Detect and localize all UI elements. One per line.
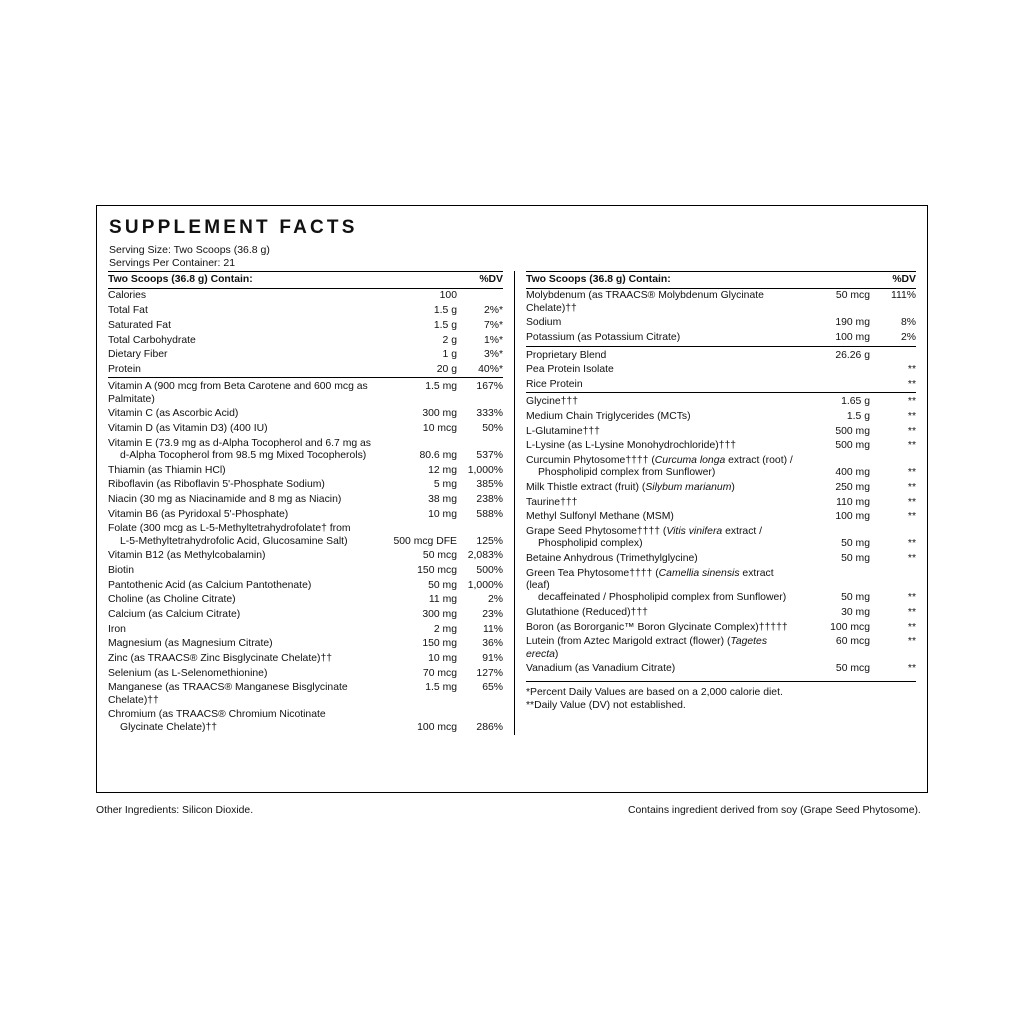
- nutrient-amount: 1 g: [442, 349, 457, 361]
- table-row: [108, 363, 503, 378]
- facts-column-left: [97, 271, 514, 735]
- nutrient-dv: 167%: [457, 378, 503, 407]
- table-row: [526, 316, 916, 331]
- nutrient-amount: 10 mg: [428, 508, 457, 520]
- nutrient-amount: 38 mg: [428, 493, 457, 505]
- nutrient-name: Taurine†††: [526, 496, 578, 508]
- nutrient-amount: 150 mcg: [417, 564, 457, 576]
- nutrient-name: Zinc (as TRAACS® Zinc Bisglycinate Chelate)††: [108, 652, 333, 664]
- table-header-row: [108, 272, 503, 289]
- nutrient-amount: 50 mg: [841, 592, 870, 604]
- nutrient-name: Riboflavin (as Riboflavin 5'-Phosphate Sodium): [108, 479, 325, 491]
- nutrient-dv: 36%: [482, 638, 503, 650]
- table-row: [526, 363, 916, 378]
- nutrient-name: Vitamin D (as Vitamin D3) (400 IU): [108, 422, 268, 434]
- nutrient-dv: 2,083%: [467, 550, 503, 562]
- nutrient-name: Vitamin B6 (as Pyridoxal 5'-Phosphate): [108, 508, 289, 520]
- supplement-facts-panel: [96, 205, 928, 793]
- nutrient-name: Milk Thistle extract (fruit) (Silybum marianum): [526, 482, 735, 494]
- nutrient-dv: **: [870, 393, 916, 410]
- nutrient-name: Grape Seed Phytosome†††† (Vitis vinifera extract / Phospholipid complex): [526, 526, 763, 550]
- nutrient-dv: **: [907, 411, 916, 423]
- nutrient-amount: 1.5 g: [846, 411, 870, 423]
- nutrient-name: Green Tea Phytosome†††† (Camellia sinensis extract (leaf) decaffeinated / Phospholipid complex from Sunflower): [526, 567, 787, 604]
- nutrient-name: Total Fat: [108, 305, 148, 317]
- nutrient-amount: 50 mg: [428, 579, 457, 591]
- nutrient-name: Curcumin Phytosome†††† (Curcuma longa extract (root) / Phospholipid complex from Sunflower): [526, 455, 793, 479]
- nutrient-amount: 1.5 mg: [383, 378, 457, 407]
- nutrient-amount: 2 mg: [433, 623, 457, 635]
- nutrient-dv: 3%*: [483, 349, 503, 361]
- facts-table-left: [108, 271, 503, 735]
- table-row: [526, 378, 916, 393]
- nutrient-name: Medium Chain Triglycerides (MCTs): [526, 411, 691, 423]
- nutrient-name: Molybdenum (as TRAACS® Molybdenum Glycinate Chelate)††: [526, 290, 764, 314]
- nutrient-dv: **: [907, 621, 916, 633]
- nutrient-name: Folate (300 mcg as L-5-Methyltetrahydrofolate† from L-5-Methyltetrahydrofolic Acid, Glucosamine Salt): [108, 523, 351, 547]
- nutrient-name: Protein: [108, 363, 141, 375]
- nutrient-dv: 2%: [900, 332, 916, 344]
- table-row: [108, 564, 503, 579]
- nutrient-name: Calcium (as Calcium Citrate): [108, 608, 241, 620]
- table-row: [108, 593, 503, 608]
- nutrient-dv: 500%: [476, 564, 503, 576]
- facts-columns: [97, 271, 927, 735]
- page-title: SUPPLEMENT FACTS: [109, 217, 358, 238]
- nutrient-amount: 100 mg: [835, 332, 870, 344]
- table-row: [526, 510, 916, 525]
- table-row: [526, 331, 916, 346]
- table-row: [108, 333, 503, 348]
- nutrient-name: Vitamin C (as Ascorbic Acid): [108, 408, 239, 420]
- table-row: [108, 348, 503, 363]
- nutrient-amount: [796, 378, 870, 393]
- nutrient-name: Proprietary Blend: [526, 346, 796, 363]
- nutrient-dv: 537%: [476, 449, 503, 461]
- nutrient-dv: 11%: [482, 623, 503, 635]
- nutrient-dv: 1,000%: [467, 579, 503, 591]
- table-row: [526, 662, 916, 677]
- nutrient-amount: 11 mg: [428, 594, 457, 606]
- nutrient-dv: **: [907, 663, 916, 675]
- nutrient-dv: **: [907, 511, 916, 523]
- nutrient-dv: **: [907, 440, 916, 452]
- table-row: [526, 525, 916, 552]
- nutrient-dv: 127%: [476, 667, 503, 679]
- table-row: [108, 652, 503, 667]
- nutrient-amount: 100 mcg: [417, 721, 457, 733]
- nutrient-name: Vitamin E (73.9 mg as d-Alpha Tocopherol and 6.7 mg as d-Alpha Tocopherol from 98.5 mg Mixed Tocopherols): [108, 437, 371, 461]
- nutrient-name: Glycine†††: [526, 393, 796, 410]
- nutrient-name: Calories: [108, 290, 147, 302]
- nutrient-dv: 8%: [900, 317, 916, 329]
- nutrient-dv: 2%*: [483, 305, 503, 317]
- nutrient-name: Glutathione (Reduced)†††: [526, 607, 648, 619]
- table-row: [526, 496, 916, 511]
- nutrient-name: Potassium (as Potassium Citrate): [526, 332, 681, 344]
- nutrient-amount: 150 mg: [422, 638, 457, 650]
- nutrient-amount: 500 mg: [835, 425, 870, 437]
- nutrient-amount: 250 mg: [835, 482, 870, 494]
- table-row: [108, 549, 503, 564]
- nutrient-name: Total Carbohydrate: [108, 334, 196, 346]
- nutrient-amount: 100 mg: [835, 511, 870, 523]
- table-row: [526, 346, 916, 363]
- nutrient-name: Vanadium (as Vanadium Citrate): [526, 663, 676, 675]
- nutrient-amount: 500 mcg DFE: [393, 535, 457, 547]
- nutrient-name: Methyl Sulfonyl Methane (MSM): [526, 511, 674, 523]
- table-row: [108, 407, 503, 422]
- nutrient-amount: 1.5 g: [433, 305, 457, 317]
- nutrient-dv: 333%: [476, 408, 503, 420]
- table-row: [108, 608, 503, 623]
- nutrient-name: L-Lysine (as L-Lysine Monohydrochloride)†††: [526, 440, 737, 452]
- table-row: [526, 393, 916, 410]
- serving-size: Serving Size: Two Scoops (36.8 g): [109, 244, 270, 256]
- nutrient-name: L-Glutamine†††: [526, 425, 600, 437]
- nutrient-dv: 7%*: [483, 319, 503, 331]
- nutrient-dv: **: [907, 538, 916, 550]
- nutrient-dv: 238%: [476, 493, 503, 505]
- nutrient-amount: 50 mcg: [422, 550, 457, 562]
- nutrient-amount: 190 mg: [835, 317, 870, 329]
- nutrient-name: Boron (as Bororganic™ Boron Glycinate Complex)†††††: [526, 621, 788, 633]
- column-header-name: Two Scoops (36.8 g) Contain:: [526, 272, 796, 289]
- nutrient-amount: 5 mg: [433, 479, 457, 491]
- nutrient-dv: **: [907, 592, 916, 604]
- nutrient-amount: 50 mg: [841, 553, 870, 565]
- table-row: [108, 493, 503, 508]
- nutrient-name: Choline (as Choline Citrate): [108, 594, 236, 606]
- nutrient-dv: 65%: [482, 682, 503, 694]
- column-header-dv: %DV: [870, 272, 916, 289]
- table-row: [526, 410, 916, 425]
- table-row: [108, 578, 503, 593]
- nutrient-amount: 1.5 g: [433, 319, 457, 331]
- nutrient-dv: 286%: [476, 721, 503, 733]
- column-header-amount: [796, 272, 870, 289]
- nutrient-dv: 91%: [482, 652, 503, 664]
- table-row: [526, 567, 916, 606]
- nutrient-dv: 1%*: [483, 334, 503, 346]
- nutrient-dv: **: [907, 607, 916, 619]
- nutrient-dv: 385%: [476, 479, 503, 491]
- nutrient-name: Selenium (as L-Selenomethionine): [108, 667, 268, 679]
- table-row: [108, 478, 503, 493]
- nutrient-dv: **: [907, 378, 916, 390]
- nutrient-name: Thiamin (as Thiamin HCl): [108, 464, 226, 476]
- table-row: [526, 552, 916, 567]
- nutrient-amount: 26.26 g: [796, 346, 870, 363]
- nutrient-dv: **: [907, 425, 916, 437]
- table-row: [108, 319, 503, 334]
- allergen-statement: Contains ingredient derived from soy (Grape Seed Phytosome).: [628, 805, 921, 816]
- nutrient-amount: 60 mcg: [835, 636, 870, 648]
- nutrient-amount: 100 mcg: [830, 621, 870, 633]
- nutrient-name: Dietary Fiber: [108, 349, 168, 361]
- nutrient-dv: **: [907, 636, 916, 648]
- table-row: [108, 378, 503, 407]
- nutrient-dv: 40%*: [478, 363, 503, 375]
- nutrient-amount: 50 mcg: [835, 290, 870, 302]
- nutrient-name: Lutein (from Aztec Marigold extract (flower) (Tagetes erecta): [526, 636, 768, 660]
- table-row: [526, 454, 916, 481]
- table-row: [108, 289, 503, 304]
- table-row: [526, 621, 916, 636]
- table-row: [108, 637, 503, 652]
- serving-info: [109, 244, 270, 269]
- nutrient-amount: 70 mcg: [422, 667, 457, 679]
- nutrient-amount: 80.6 mg: [419, 449, 457, 461]
- facts-column-right: [514, 271, 927, 735]
- nutrient-amount: 50 mcg: [835, 663, 870, 675]
- footnote-dv-not-established: **Daily Value (DV) not established.: [526, 700, 686, 712]
- column-header-amount: [383, 272, 457, 289]
- nutrient-name: Sodium: [526, 317, 562, 329]
- nutrient-name: Chromium (as TRAACS® Chromium Nicotinate Glycinate Chelate)††: [108, 709, 326, 733]
- table-row: [108, 708, 503, 735]
- table-row: [108, 622, 503, 637]
- table-row: [526, 425, 916, 440]
- table-row: [108, 422, 503, 437]
- table-row: [526, 439, 916, 454]
- nutrient-name: Manganese (as TRAACS® Manganese Bisglycinate Chelate)††: [108, 682, 348, 706]
- nutrient-amount: 400 mg: [835, 467, 870, 479]
- nutrient-name: Niacin (30 mg as Niacinamide and 8 mg as Niacin): [108, 493, 342, 505]
- nutrient-amount: 50 mg: [841, 538, 870, 550]
- nutrient-amount: [796, 363, 870, 378]
- nutrient-dv: [870, 346, 916, 363]
- nutrient-amount: 1.5 mg: [425, 682, 457, 694]
- nutrient-name: Pea Protein Isolate: [526, 364, 614, 376]
- nutrient-dv: 588%: [476, 508, 503, 520]
- table-row: [108, 304, 503, 319]
- nutrient-dv: 111%: [890, 290, 916, 302]
- nutrient-dv: **: [907, 364, 916, 376]
- nutrient-dv: 23%: [482, 608, 503, 620]
- facts-table-right: [526, 271, 916, 677]
- table-row: [526, 606, 916, 621]
- nutrient-amount: 30 mg: [841, 607, 870, 619]
- footnote-percent-dv: *Percent Daily Values are based on a 2,000 calorie diet.: [526, 686, 783, 698]
- nutrient-amount: 1.65 g: [796, 393, 870, 410]
- nutrient-dv: **: [907, 482, 916, 494]
- nutrient-dv: [457, 289, 503, 304]
- nutrient-name: Saturated Fat: [108, 319, 171, 331]
- nutrient-dv: **: [907, 553, 916, 565]
- nutrient-amount: 10 mcg: [422, 422, 457, 434]
- nutrient-dv: **: [907, 496, 916, 508]
- nutrient-name: Iron: [108, 623, 126, 635]
- nutrient-name: Biotin: [108, 564, 134, 576]
- nutrient-dv: 125%: [476, 535, 503, 547]
- nutrient-dv: 1,000%: [467, 464, 503, 476]
- nutrient-amount: 12 mg: [428, 464, 457, 476]
- nutrient-amount: 10 mg: [428, 652, 457, 664]
- footnotes: [526, 681, 916, 713]
- nutrient-amount: 2 g: [442, 334, 457, 346]
- nutrient-name: Vitamin A (900 mcg from Beta Carotene and 600 mcg as Palmitate): [108, 378, 383, 407]
- table-row: [526, 481, 916, 496]
- nutrient-name: Magnesium (as Magnesium Citrate): [108, 638, 273, 650]
- nutrient-dv: 50%: [482, 422, 503, 434]
- servings-per-container: Servings Per Container: 21: [109, 256, 236, 269]
- nutrient-name: Betaine Anhydrous (Trimethylglycine): [526, 553, 698, 565]
- other-ingredients: Other Ingredients: Silicon Dioxide.: [96, 805, 254, 816]
- nutrient-name: Vitamin B12 (as Methylcobalamin): [108, 550, 266, 562]
- nutrient-amount: 300 mg: [422, 408, 457, 420]
- table-row: [108, 436, 503, 463]
- table-row: [108, 681, 503, 708]
- nutrient-dv: 2%: [487, 594, 503, 606]
- nutrient-name: Rice Protein: [526, 378, 583, 390]
- nutrient-name: Pantothenic Acid (as Calcium Pantothenate): [108, 579, 312, 591]
- table-row: [108, 522, 503, 549]
- table-row: [526, 289, 916, 316]
- table-row: [108, 507, 503, 522]
- column-header-dv: %DV: [457, 272, 503, 289]
- table-row: [108, 666, 503, 681]
- table-header-row: [526, 272, 916, 289]
- table-row: [108, 463, 503, 478]
- nutrient-amount: 110 mg: [836, 496, 870, 508]
- table-row: [526, 635, 916, 662]
- nutrient-amount: 100: [439, 290, 457, 302]
- nutrient-amount: 500 mg: [835, 440, 870, 452]
- column-header-name: Two Scoops (36.8 g) Contain:: [108, 272, 383, 289]
- nutrient-dv: **: [907, 467, 916, 479]
- nutrient-amount: 20 g: [436, 363, 457, 375]
- nutrient-amount: 300 mg: [422, 608, 457, 620]
